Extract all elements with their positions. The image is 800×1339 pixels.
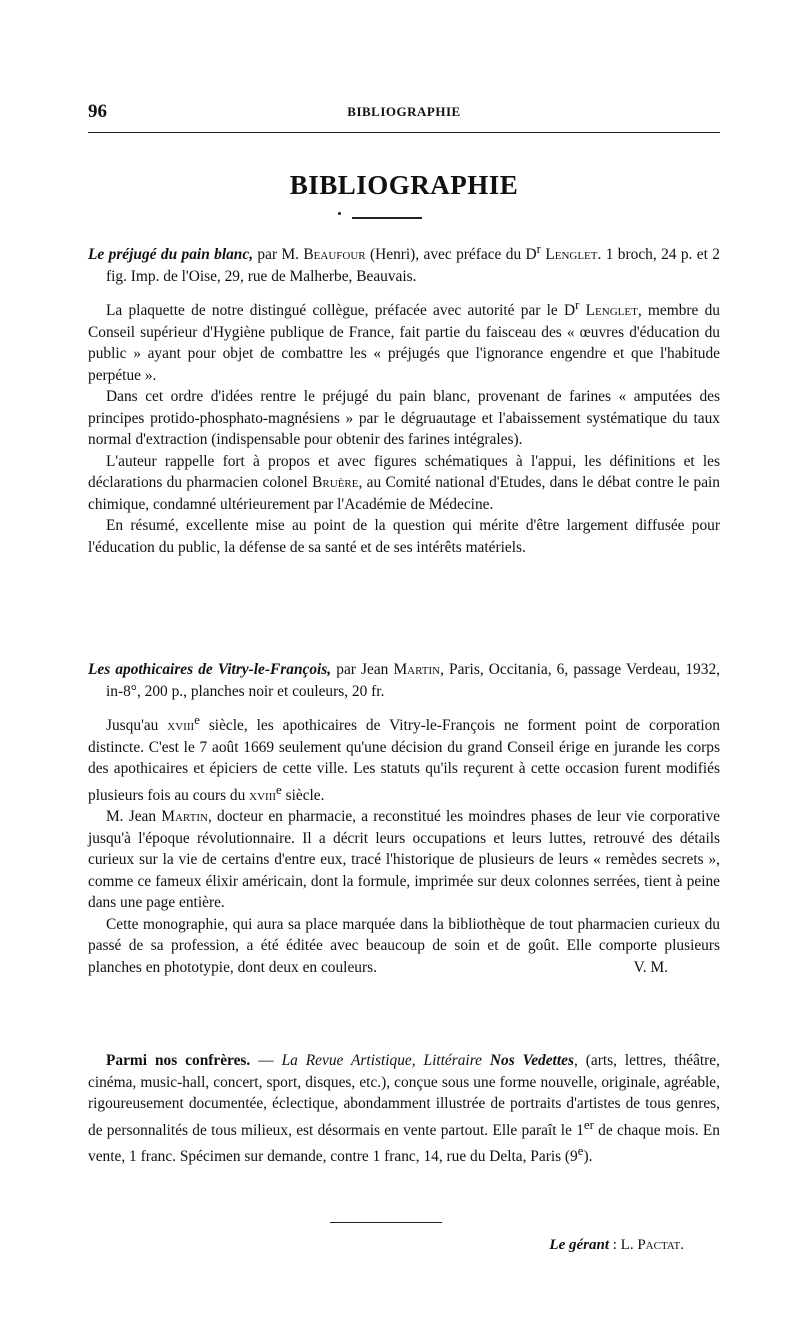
review-1-paragraph-4: En résumé, excellente mise au point de la question qui mérite d'être largement diffusée pour l'éducation du public, la défense de sa santé et de ses intérêts matériels.: [88, 517, 720, 556]
title-rule: [352, 217, 422, 219]
gerant-label: Le gérant: [549, 1237, 609, 1253]
page-title: BIBLIOGRAPHIE: [289, 170, 519, 200]
review-1-heading: Le préjugé du pain blanc, par M. Beaufour (Henri), avec préface du $D^r$ Lenglet. 1 broch, 24 p. et 2 fig. Imp. de l'Oise, 29, rue de Malherbe, Beauvais.: [88, 242, 720, 285]
running-header: [88, 101, 720, 123]
review-2: [88, 659, 720, 978]
title-dot: [338, 212, 341, 215]
review-2-author: Martin: [393, 661, 441, 678]
closing-rule: [330, 1222, 442, 1223]
header-rule: [88, 132, 720, 133]
review-1-paragraph-1: La plaquette de notre distingué collègue, préfacée avec autorité par le $D^r$ Lenglet, membre du Conseil supérieur d'Hygiène publique de France, fait partie du faisceau des « œuvres d'éducation du public » ayant pour objet de combattre les « préjugés que l'ignorance engendre et que l'habitude perpétue ».: [88, 298, 720, 384]
review-2-heading: Les apothicaires de Vitry-le-François, par Jean Martin, Paris, Occitania, 6, passage Verdeau, 1932, in-8°, 200 p., planches noir et couleurs, 20 fr.: [88, 661, 720, 700]
confreres-lead: Parmi nos confrères.: [106, 1052, 251, 1069]
review-2-paragraph-3: Cette monographie, qui aura sa place marquée dans la bibliothèque de tout pharmacien curieux du passé de sa profession, a été éditée avec beaucoup de soin et de goût. Elle comporte plusieurs planches en phototypie, dont deux en couleurs.: [88, 915, 720, 976]
review-1-author: Beaufour: [303, 246, 366, 264]
review-1: [88, 239, 720, 558]
gerant-line: Le gérant : L. Pactat.: [549, 1237, 684, 1253]
review-2-details: , Paris, Occitania, 6, passage Verdeau, 1932, in-8°, 200 p., planches noir et couleurs, 20 fr.: [106, 661, 720, 700]
review-2-paragraph-1: Jusqu'au xviii$^e$ siècle, les apothicaires de Vitry-le-François ne forment point de corporation distincte. C'est le 7 août 1669 seulement qu'une décision du grand Conseil érige en jurande les corps des apothicaires et épiciers de cette ville. Les statuts qu'ils reçurent à cette occasion furent modifiés plusieurs fois au cours du xviii$^e$ siècle.: [88, 713, 720, 804]
review-2-signature: V. M.: [633, 958, 668, 976]
review-1-paragraph-2: Dans cet ordre d'idées rentre le préjugé du pain blanc, provenant de farines « amputées des principes protido-phosphato-magnésiens » par le dégruautage et l'abaissement systématique du taux normal d'extraction (indispensable pour obtenir des farines intégrales).: [88, 388, 720, 449]
review-2-paragraph-2: M. Jean Martin, docteur en pharmacie, a reconstitué les moindres phases de leur vie corporative jusqu'à l'époque révolutionnaire. Il a décrit leurs occupations et leurs luttes, retrouvé des détails curieux sur la vie de certains d'entre eux, tracé l'historique de plusieurs de leurs « remèdes secrets », comme ce fameux élixir américain, dont la formule, imprimée sur deux colonnes serrées, tient à peine dans une page entière.: [88, 808, 720, 912]
review-2-book-title: Les apothicaires de Vitry-le-François,: [88, 661, 332, 678]
confreres-notice: [88, 1050, 720, 1168]
review-1-book-title: Le préjugé du pain blanc,: [88, 246, 254, 264]
confreres-paragraph: Parmi nos confrères. — La Revue Artistique, Littéraire Nos Vedettes, (arts, lettres, théâtre, cinéma, music-hall, concert, sport, disques, etc.), conçue sous une forme nouvelle, originale, agréable, rigoureusement documentée, éclectique, abondamment illustrée de portraits d'artistes de tous genres, de personnalités de tous milieux, est désormais en vente partout. Elle paraît le 1er de chaque mois. En vente, 1 franc. Spécimen sur demande, contre 1 franc, 14, rue du Delta, Paris (9e).: [88, 1052, 720, 1166]
page-number: 96: [88, 101, 107, 122]
review-1-details: 1 broch, 24 p. et 2 fig. Imp. de l'Oise, 29, rue de Malherbe, Beauvais.: [106, 246, 720, 285]
review-1-paragraph-3: L'auteur rappelle fort à propos et avec figures schématiques à l'appui, les définitions et les déclarations du pharmacien colonel Bruère, au Comité national d'Etudes, dans le débat contre le pain chimique, condamné ultérieurement par l'Académie de Médecine.: [88, 452, 721, 513]
gerant-name: Pactat.: [637, 1237, 684, 1253]
running-title: BIBLIOGRAPHIE: [347, 104, 461, 119]
